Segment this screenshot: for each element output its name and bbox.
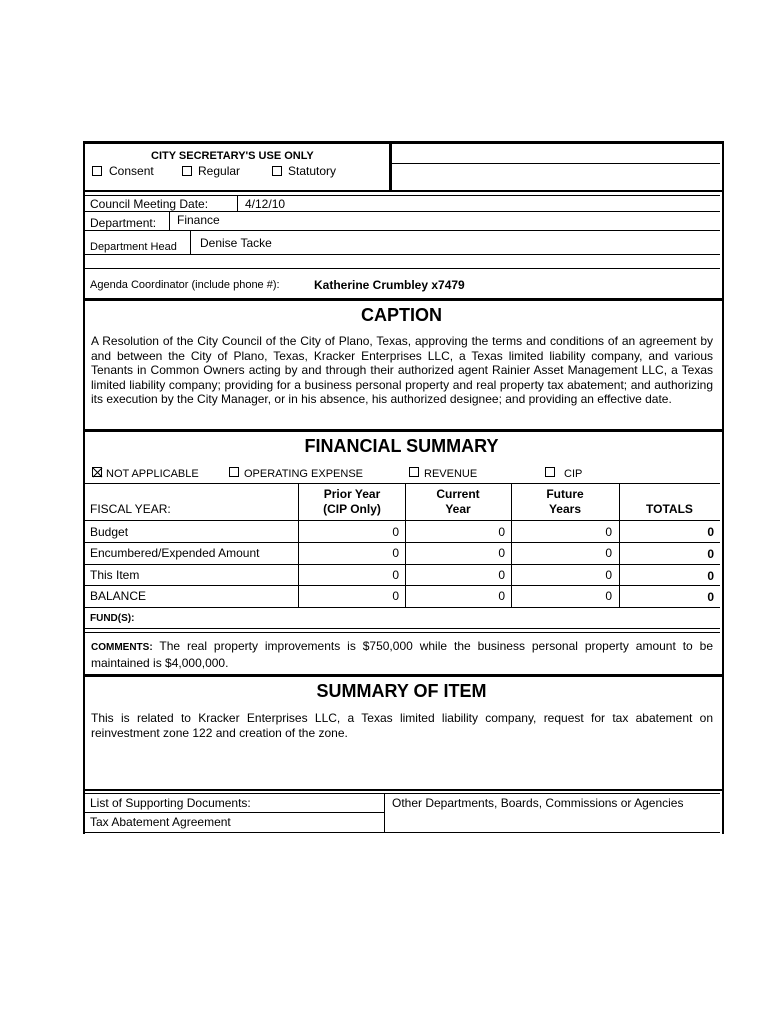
meeting-date-label: Council Meeting Date: <box>90 197 209 211</box>
comments-text: The real property improvements is $750,000 while the business personal property amount to be maintained is $4,000,000. <box>91 639 713 670</box>
regular-label: Regular <box>198 164 241 178</box>
funds-line <box>83 628 720 629</box>
not-applicable-checkbox[interactable] <box>92 467 102 477</box>
supporting-doc-item: Tax Abatement Agreement <box>90 815 231 829</box>
row-balance-future: 0 <box>605 589 612 603</box>
department-head-label: Department Head <box>90 241 177 253</box>
row-this-item-prior: 0 <box>392 568 399 582</box>
summary-top-border <box>83 674 722 677</box>
not-applicable-label: NOT APPLICABLE <box>106 468 199 480</box>
department-line <box>83 230 720 231</box>
col-current-year-line2: Year <box>445 502 471 516</box>
revenue-label: REVENUE <box>424 468 478 480</box>
row-line-4 <box>83 607 720 608</box>
col-prior-year <box>298 487 406 517</box>
comments-label: COMMENTS: <box>91 642 153 653</box>
financial-header-top-line <box>83 483 720 484</box>
department-divider <box>169 211 170 230</box>
fiscal-year-label: FISCAL YEAR: <box>90 502 171 516</box>
caption-title: CAPTION <box>361 305 442 325</box>
row-this-item-label: This Item <box>90 568 140 582</box>
row-encumbered-future: 0 <box>605 546 612 560</box>
statutory-label: Statutory <box>288 164 337 178</box>
department-label: Department: <box>90 216 157 230</box>
cip-label: CIP <box>564 468 583 480</box>
col-future-years <box>511 487 619 517</box>
department-head-line <box>83 254 720 255</box>
row-budget-prior: 0 <box>392 525 399 539</box>
row-this-item-current: 0 <box>498 568 505 582</box>
col-prior-year-line1: Prior Year <box>323 487 381 501</box>
summary-title: SUMMARY OF ITEM <box>316 681 487 701</box>
financial-top-border <box>83 429 722 432</box>
comments-block <box>91 639 713 670</box>
col-totals: TOTALS <box>646 502 693 516</box>
meeting-date-line <box>83 211 720 212</box>
secretary-side-line <box>392 163 720 164</box>
caption-text: A Resolution of the City Council of the City of Plano, Texas, approving the terms and conditions of an agreement by and between the City of Plano, Texas, Kracker Enterprises LLC, a Texas limited liability company, and various Tenants in Common Owners acting by and through their authorized agent Rainier Asset Management LLC, a Texas limited liability company; providing for a business personal property and real property tax abatement; and authorizing its execution by the City Manager, or in his absence, his authorized designee; and providing an effective date. <box>91 334 713 407</box>
meeting-date-value: 4/12/10 <box>245 197 286 211</box>
row-balance-prior: 0 <box>392 589 399 603</box>
department-value: Finance <box>177 213 220 227</box>
row-budget-current: 0 <box>498 525 505 539</box>
supporting-docs-line <box>83 812 384 813</box>
row-line-2 <box>83 564 720 565</box>
col-future-years-line2: Years <box>548 502 582 516</box>
supporting-top-border <box>83 789 722 791</box>
cip-checkbox[interactable] <box>545 467 555 477</box>
row-encumbered-prior: 0 <box>392 546 399 560</box>
secretary-box-divider <box>389 141 392 191</box>
funds-label: FUND(S): <box>90 613 135 624</box>
consent-label: Consent <box>109 164 154 178</box>
supporting-docs-label: List of Supporting Documents: <box>90 796 251 810</box>
secretary-bottom-border <box>83 190 722 192</box>
row-encumbered-current: 0 <box>498 546 505 560</box>
row-line-3 <box>83 585 720 586</box>
col-current-year <box>405 487 511 517</box>
col-divider-2 <box>405 483 406 607</box>
col-current-year-line1: Current <box>436 487 480 501</box>
row-budget-future: 0 <box>605 525 612 539</box>
form-bottom-line <box>83 832 720 833</box>
department-head-divider <box>190 230 191 254</box>
row-line-1 <box>83 542 720 543</box>
row-line-0 <box>83 520 720 521</box>
operating-expense-checkbox[interactable] <box>229 467 239 477</box>
statutory-checkbox[interactable] <box>272 166 282 176</box>
department-head-value: Denise Tacke <box>200 236 272 250</box>
col-future-years-line1: Future <box>546 487 584 501</box>
row-budget-total: 0 <box>707 525 714 539</box>
row-this-item-future: 0 <box>605 568 612 582</box>
col-divider-3 <box>511 483 512 607</box>
row-budget-label: Budget <box>90 525 129 539</box>
row-encumbered-label: Encumbered/Expended Amount <box>90 546 260 560</box>
caption-top-border <box>83 298 722 301</box>
top-border <box>83 141 722 144</box>
operating-expense-label: OPERATING EXPENSE <box>244 468 363 480</box>
row-encumbered-total: 0 <box>707 547 714 561</box>
spacer-line <box>83 268 720 269</box>
row-balance-current: 0 <box>498 589 505 603</box>
row-this-item-total: 0 <box>707 569 714 583</box>
supporting-divider <box>384 793 385 833</box>
other-departments-label: Other Departments, Boards, Commissions or Agencies <box>392 796 684 810</box>
coordinator-label: Agenda Coordinator (include phone #): <box>90 279 280 291</box>
coordinator-value: Katherine Crumbley x7479 <box>314 278 465 292</box>
regular-checkbox[interactable] <box>182 166 192 176</box>
consent-checkbox[interactable] <box>92 166 102 176</box>
comments-top-line <box>83 632 720 633</box>
col-prior-year-line2: (CIP Only) <box>323 502 381 516</box>
col-divider-4 <box>619 483 620 607</box>
meeting-date-divider <box>237 195 238 211</box>
meeting-top-line <box>83 195 720 196</box>
revenue-checkbox[interactable] <box>409 467 419 477</box>
supporting-top-line <box>83 793 720 794</box>
row-balance-label: BALANCE <box>90 589 147 603</box>
col-divider-1 <box>298 483 299 607</box>
financial-title: FINANCIAL SUMMARY <box>304 436 499 456</box>
secretary-title: CITY SECRETARY'S USE ONLY <box>151 150 314 162</box>
row-balance-total: 0 <box>707 590 714 604</box>
summary-text: This is related to Kracker Enterprises LLC, a Texas limited liability company, request for tax abatement on reinvestment zone 122 and creation of the zone. <box>91 711 713 740</box>
